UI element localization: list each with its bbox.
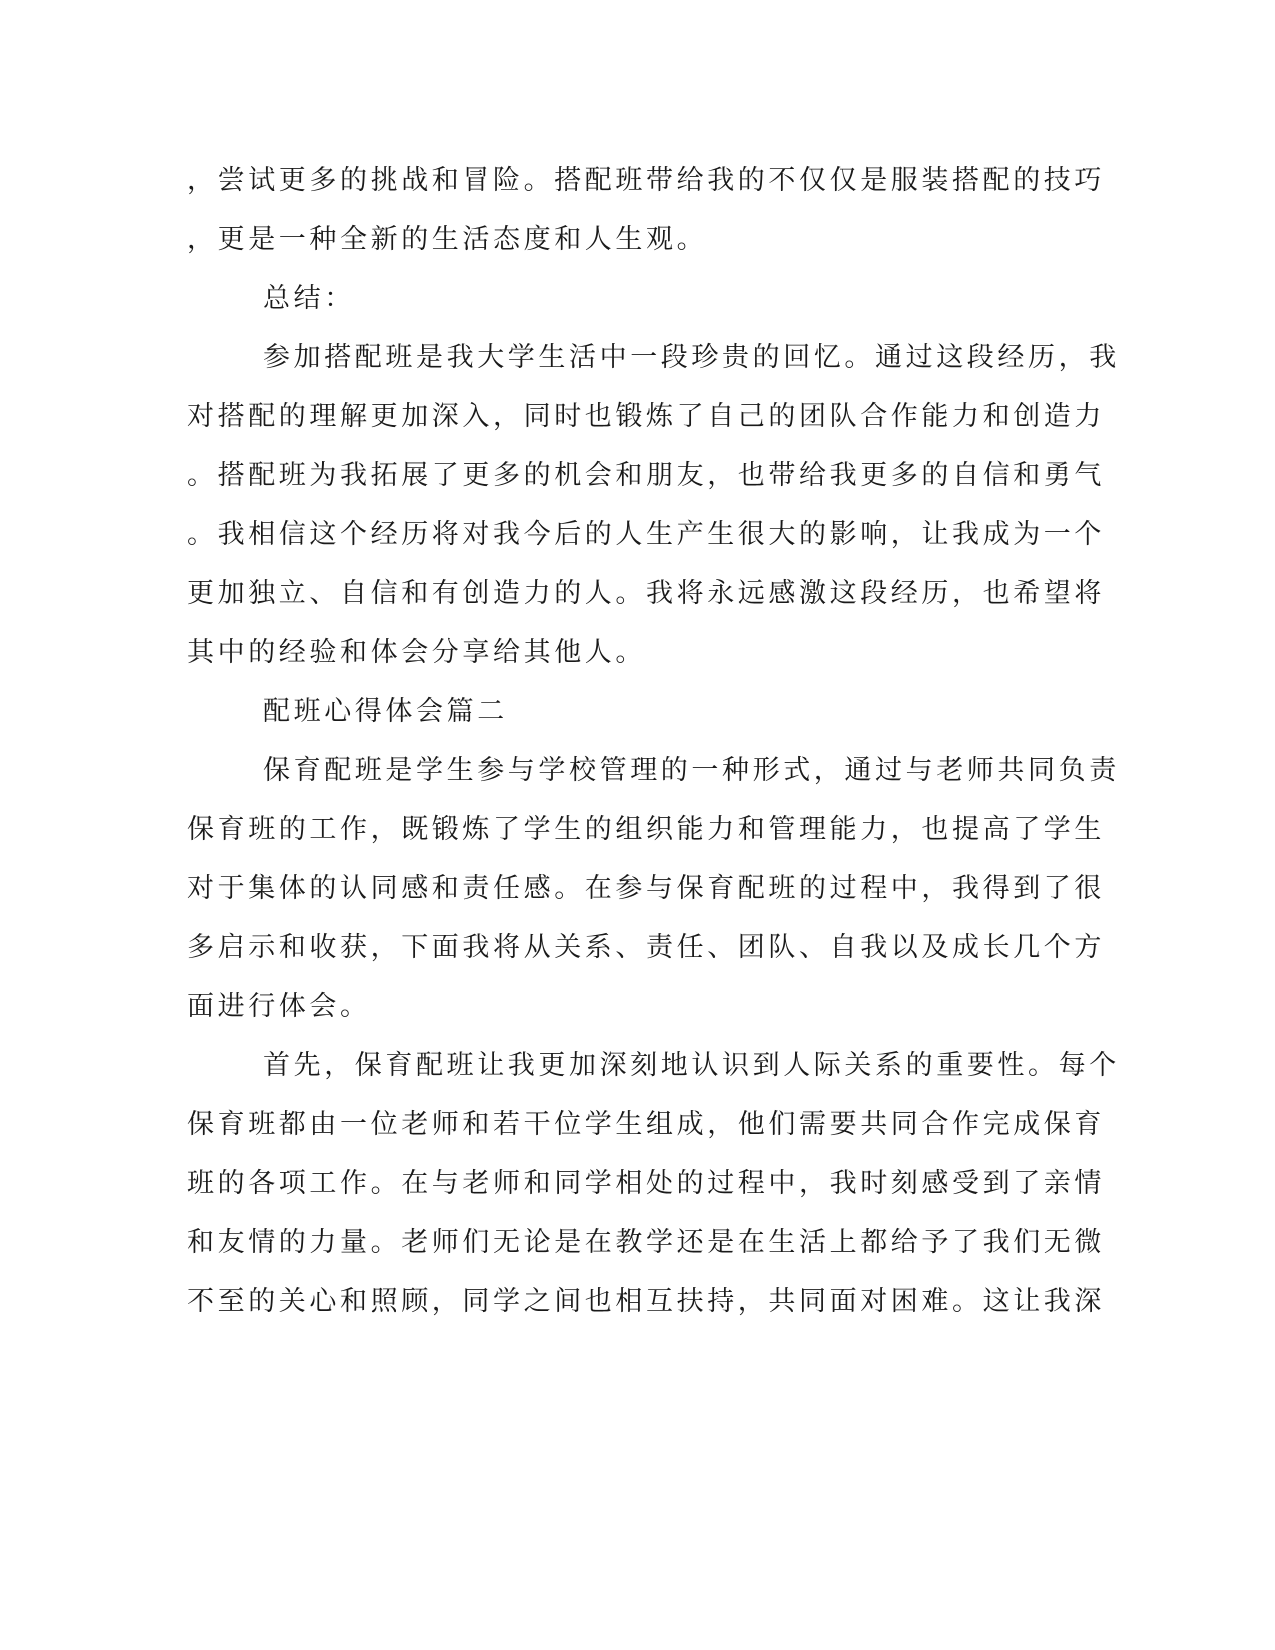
text-line: 保育班都由一位老师和若干位学生组成，他们需要共同合作完成保育 (187, 1109, 1105, 1140)
text-line: 。搭配班为我拓展了更多的机会和朋友，也带给我更多的自信和勇气 (187, 460, 1105, 491)
text-line: 不至的关心和照顾，同学之间也相互扶持，共同面对困难。这让我深 (187, 1286, 1105, 1317)
text-line: ，尝试更多的挑战和冒险。搭配班带给我的不仅仅是服装搭配的技巧 (187, 165, 1105, 196)
paragraph-start: 参加搭配班是我大学生活中一段珍贵的回忆。通过这段经历，我 (263, 342, 1120, 373)
text-line: 对于集体的认同感和责任感。在参与保育配班的过程中，我得到了很 (187, 873, 1105, 904)
paragraph-start: 保育配班是学生参与学校管理的一种形式，通过与老师共同负责 (263, 755, 1120, 786)
paragraph-start: 首先，保育配班让我更加深刻地认识到人际关系的重要性。每个 (263, 1050, 1120, 1081)
text-line: 班的各项工作。在与老师和同学相处的过程中，我时刻感受到了亲情 (187, 1168, 1105, 1199)
text-line: ，更是一种全新的生活态度和人生观。 (187, 224, 708, 255)
section-heading: 总结： (263, 283, 355, 314)
text-line: 更加独立、自信和有创造力的人。我将永远感激这段经历，也希望将 (187, 578, 1105, 609)
text-line: 其中的经验和体会分享给其他人。 (187, 637, 646, 668)
text-line: 多启示和收获，下面我将从关系、责任、团队、自我以及成长几个方 (187, 932, 1105, 963)
text-line: 面进行体会。 (187, 991, 371, 1022)
text-line: 保育班的工作，既锻炼了学生的组织能力和管理能力，也提高了学生 (187, 814, 1105, 845)
text-line: 。我相信这个经历将对我今后的人生产生很大的影响，让我成为一个 (187, 519, 1105, 550)
section-heading: 配班心得体会篇二 (263, 696, 508, 727)
text-line: 和友情的力量。老师们无论是在教学还是在生活上都给予了我们无微 (187, 1227, 1105, 1258)
text-line: 对搭配的理解更加深入，同时也锻炼了自己的团队合作能力和创造力 (187, 401, 1105, 432)
